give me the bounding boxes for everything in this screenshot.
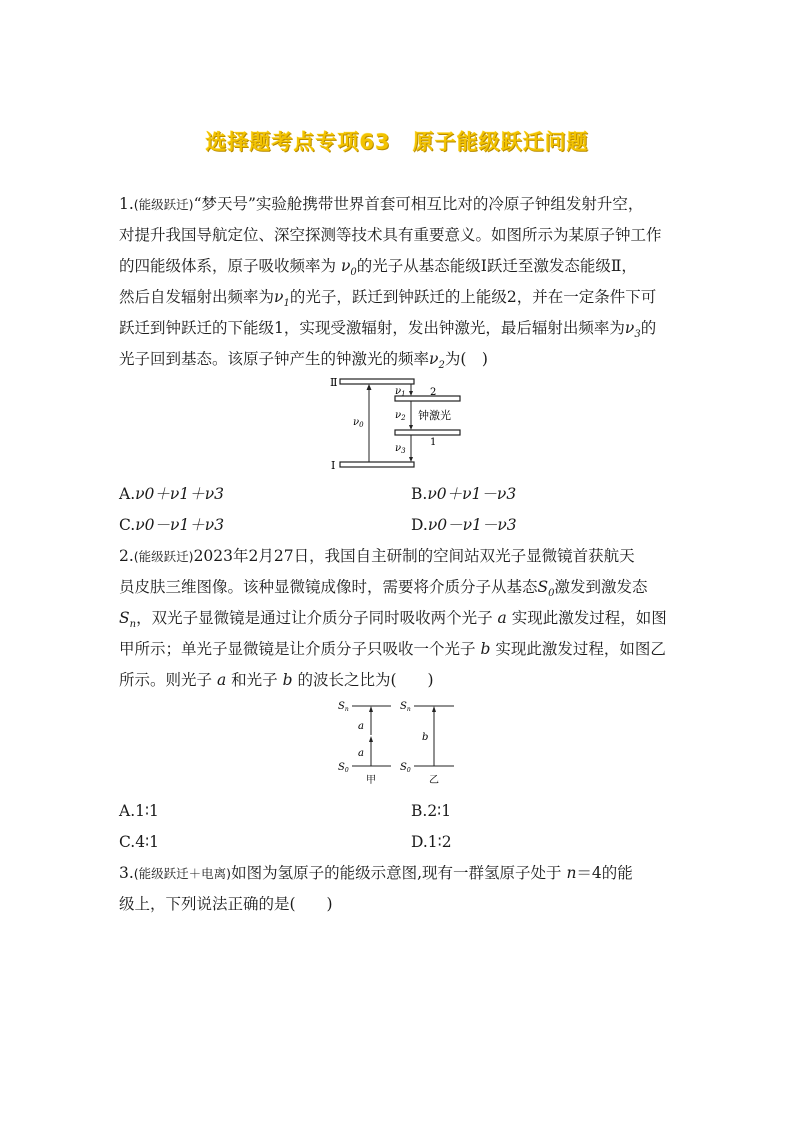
s-sub: 0	[406, 767, 411, 774]
q2-line-2	[119, 577, 648, 604]
s-glyph: S	[400, 762, 407, 773]
option-letter: B.	[411, 485, 428, 503]
q1-text-3a: 的四能级体系，原子吸收频率为	[119, 257, 337, 275]
nu-sub: 1	[283, 298, 290, 310]
q2-text-4b: 实现此激发过程，如图乙	[495, 640, 666, 658]
q1-option-D[interactable]	[411, 515, 517, 535]
nu-glyph: ν	[624, 319, 635, 337]
q1-text-6b: 为( )	[444, 350, 488, 368]
s-sub: n	[129, 619, 137, 631]
q3-tag: (能级跃迁＋电离)	[133, 866, 232, 881]
v1-arrowhead	[409, 391, 413, 396]
q1-option-B[interactable]	[411, 484, 516, 504]
v0-glyph: ν	[353, 417, 360, 428]
q1-line-2	[119, 225, 662, 245]
s0-symbol	[537, 578, 555, 600]
s-glyph: S	[537, 578, 549, 596]
q1-text-4a: 然后自发辐射出频率为	[119, 288, 275, 306]
q1-line-4	[119, 287, 656, 314]
q2-line-1	[119, 546, 635, 567]
q2-text-2b: 激发到激发态	[554, 578, 648, 596]
level-II-bar	[340, 379, 414, 384]
v0-arrowhead	[367, 384, 372, 390]
q1-energy-level-diagram	[325, 374, 475, 472]
q1-line-1	[119, 194, 643, 215]
level-2-label: 2	[430, 387, 437, 398]
q3-text-2: 级上，下列说法正确的是( )	[119, 895, 333, 913]
q3-line-1	[119, 863, 633, 884]
v1-sub: 1	[401, 390, 406, 398]
q3-number: 3.	[119, 864, 134, 882]
q2-excitation-diagram	[334, 695, 464, 787]
q2-text-5a: 所示。则光子	[119, 671, 213, 689]
yi-b-label: b	[422, 732, 429, 743]
s-glyph: S	[119, 609, 130, 627]
jia-a-label-lower: a	[358, 748, 364, 759]
v0-sub: 0	[359, 421, 364, 429]
q2-tag: (能级跃迁)	[133, 549, 194, 564]
s-sub: n	[344, 706, 349, 713]
q3-text-1a: 如图为氢原子的能级示意图,现有一群氢原子处于	[231, 864, 562, 882]
yi-S0-label	[400, 762, 411, 774]
q1-text-3b: 的光子从基态能级Ⅰ跃迁至激发态能级Ⅱ，	[356, 257, 637, 275]
sn-symbol	[119, 609, 137, 631]
v2-glyph: ν	[395, 410, 402, 421]
q1-line-3	[119, 256, 637, 283]
v3-glyph: ν	[395, 443, 402, 454]
option-text: ν0＋ν1＋ν3	[135, 485, 224, 503]
jia-Sn-label	[338, 701, 349, 713]
nu3-symbol	[624, 319, 641, 341]
q1-text-2: 对提升我国导航定位、深空探测等技术具有重要意义。如图所示为某原子钟工作	[119, 226, 662, 244]
q3-line-2	[119, 894, 333, 914]
v2-arrowhead	[409, 425, 413, 430]
q2-text-5c: 的波长之比为( )	[297, 671, 434, 689]
q1-option-A[interactable]	[119, 484, 224, 504]
q3-n-symbol: n	[566, 864, 577, 882]
s-glyph: S	[400, 701, 407, 712]
nu2-symbol	[429, 350, 445, 372]
q3-text-1b: ＝4的能	[576, 864, 633, 882]
s-glyph: S	[338, 762, 345, 773]
nu-glyph: ν	[429, 350, 439, 368]
option-text: ν0－ν1＋ν3	[135, 516, 225, 534]
v2-label	[395, 410, 406, 422]
yi-Sn-label	[400, 701, 411, 713]
level-I-bar	[340, 462, 414, 467]
photon-a: a	[497, 609, 507, 627]
option-letter: C.	[119, 516, 136, 534]
jia-a-arrowhead-lower	[369, 736, 373, 742]
q2-option-C[interactable]: C.4∶1	[119, 833, 159, 851]
q1-line-5	[119, 318, 656, 345]
s-sub: n	[406, 706, 411, 713]
q2-text-5b: 和光子	[231, 671, 278, 689]
q1-text-6a: 光子回到基态。该原子钟产生的钟激光的频率	[119, 350, 430, 368]
level-II-label: Ⅱ	[330, 376, 338, 389]
photon-b: b	[480, 640, 491, 658]
q1-text-5a: 跃迁到钟跃迁的下能级1，实现受激辐射，发出钟激光，最后辐射出频率为	[119, 319, 625, 337]
nu1-symbol	[274, 288, 290, 310]
page-title: 选择题考点专项63 原子能级跃迁问题	[205, 130, 589, 154]
nu0-symbol	[340, 257, 357, 279]
q1-option-C[interactable]	[119, 515, 224, 535]
q2-option-D[interactable]: D.1∶2	[411, 833, 452, 851]
v3-label	[395, 443, 406, 455]
q1-text-5b: 的	[640, 319, 657, 337]
q2-text-2a: 员皮肤三维图像。该种显微镜成像时，需要将介质分子从基态	[119, 578, 538, 596]
option-text: ν0－ν1－ν3	[427, 516, 517, 534]
q2-line-3	[119, 608, 667, 635]
photon-b: b	[282, 671, 293, 689]
level-1-bar	[395, 430, 460, 435]
q1-tag: (能级跃迁)	[133, 197, 194, 212]
s-sub: 0	[548, 588, 555, 600]
yi-b-arrowhead	[432, 706, 436, 712]
yi-caption: 乙	[429, 775, 439, 786]
jia-caption: 甲	[366, 775, 376, 786]
v0-label	[353, 417, 364, 429]
q2-option-A[interactable]: A.1∶1	[119, 802, 159, 820]
q1-number: 1.	[119, 195, 134, 213]
level-I-label: Ⅰ	[331, 459, 336, 472]
q2-number: 2.	[119, 547, 134, 565]
option-text: ν0＋ν1－ν3	[427, 485, 517, 503]
q1-text-4b: 的光子，跃迁到钟跃迁的上能级2，并在一定条件下可	[289, 288, 657, 306]
q2-text-1: 2023年2月27日，我国自主研制的空间站双光子显微镜首获航天	[193, 547, 635, 565]
s-sub: 0	[344, 767, 349, 774]
nu-sub: 2	[438, 360, 445, 372]
v2-sub: 2	[401, 414, 406, 422]
jia-a-label-upper: a	[358, 721, 364, 732]
jia-S0-label	[338, 762, 349, 774]
nu-sub: 3	[634, 329, 641, 341]
v3-sub: 3	[401, 447, 406, 455]
q2-text-3a: ，双光子显微镜是通过让介质分子同时吸收两个光子	[136, 609, 493, 627]
nu-glyph: ν	[274, 288, 284, 306]
v1-label	[395, 386, 406, 398]
nu-sub: 0	[350, 267, 357, 279]
laser-label: 钟激光	[418, 409, 451, 422]
photon-a: a	[216, 671, 227, 689]
q1-text-1: “梦天号”实验舱携带世界首套可相互比对的冷原子钟组发射升空，	[193, 195, 644, 213]
q2-line-5	[119, 670, 434, 690]
nu-glyph: ν	[340, 257, 351, 275]
option-letter: D.	[411, 516, 428, 534]
q2-line-4	[119, 639, 666, 659]
v3-arrowhead	[409, 457, 413, 462]
s-glyph: S	[338, 701, 345, 712]
v1-glyph: ν	[395, 386, 402, 397]
q2-text-3b: 实现此激发过程，如图	[511, 609, 667, 627]
option-letter: A.	[119, 485, 136, 503]
level-1-label: 1	[430, 437, 437, 448]
q2-text-4a: 甲所示；单光子显微镜是让介质分子只吸收一个光子	[119, 640, 476, 658]
q1-line-6	[119, 349, 488, 376]
jia-a-arrowhead-upper	[369, 706, 373, 712]
q2-option-B[interactable]: B.2∶1	[411, 802, 452, 820]
